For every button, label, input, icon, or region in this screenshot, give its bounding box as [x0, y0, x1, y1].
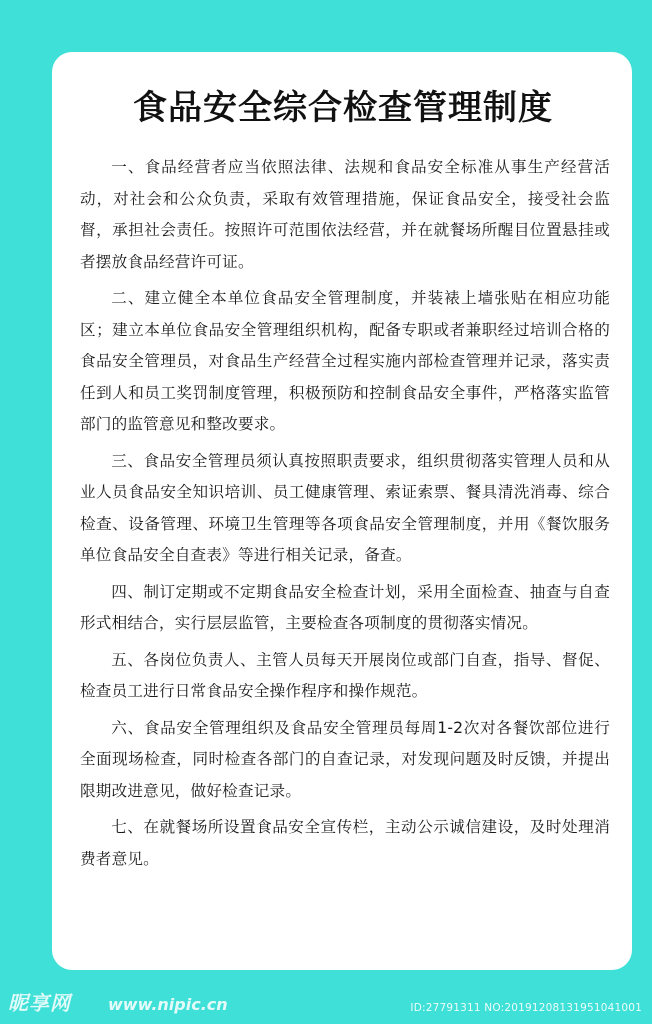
watermark-logo: 昵享网 [8, 991, 71, 1015]
paragraph-1: 一、食品经营者应当依照法律、法规和食品安全标准从事生产经营活动，对社会和公众负责，采取有效管理措施，保证食品安全，接受社会监督，承担社会责任。按照许可范围依法经营，并在就餐场所醒目位置悬挂或者摆放食品经营许可证。 [80, 158, 610, 271]
watermark-url: www.nipic.cn [108, 995, 228, 1014]
paragraph-5: 五、各岗位负责人、主管人员每天开展岗位或部门自查，指导、督促、检查员工进行日常食品安全操作程序和操作规范。 [80, 650, 610, 700]
notice-panel [52, 52, 632, 970]
paragraph-6: 六、食品安全管理组织及食品安全管理员每周1-2次对各餐饮部位进行全面现场检查，同时检查各部门的自查记录，对发现问题及时反馈，并提出限期改进意见，做好检查记录。 [80, 718, 610, 800]
paragraph-3: 三、食品安全管理员须认真按照职责要求，组织贯彻落实管理人员和从业人员食品安全知识培训、员工健康管理、索证索票、餐具清洗消毒、综合检查、设备管理、环境卫生管理等各项食品安全管理制度，并用《餐饮服务单位食品安全自查表》等进行相关记录，备查。 [80, 451, 610, 564]
paragraph-4: 四、制订定期或不定期食品安全检查计划，采用全面检查、抽查与自查形式相结合，实行层层监管，主要检查各项制度的贯彻落实情况。 [80, 582, 610, 632]
paragraph-7: 七、在就餐场所设置食品安全宣传栏，主动公示诚信建设，及时处理消费者意见。 [80, 818, 610, 868]
regulation-content [80, 152, 610, 875]
page-title: 食品安全综合检查管理制度 [133, 88, 553, 128]
paragraph-2: 二、建立健全本单位食品安全管理制度，并装裱上墙张贴在相应功能区；建立本单位食品安全管理组织机构，配备专职或者兼职经过培训合格的食品安全管理员，对食品生产经营全过程实施内部检查管理并记录，落实责任到人和员工奖罚制度管理，积极预防和控制食品安全事件，严格落实监管部门的监管意见和整改要求。 [80, 289, 610, 433]
watermark-id: ID:27791311 NO:20191208131951041001 [410, 1002, 642, 1014]
